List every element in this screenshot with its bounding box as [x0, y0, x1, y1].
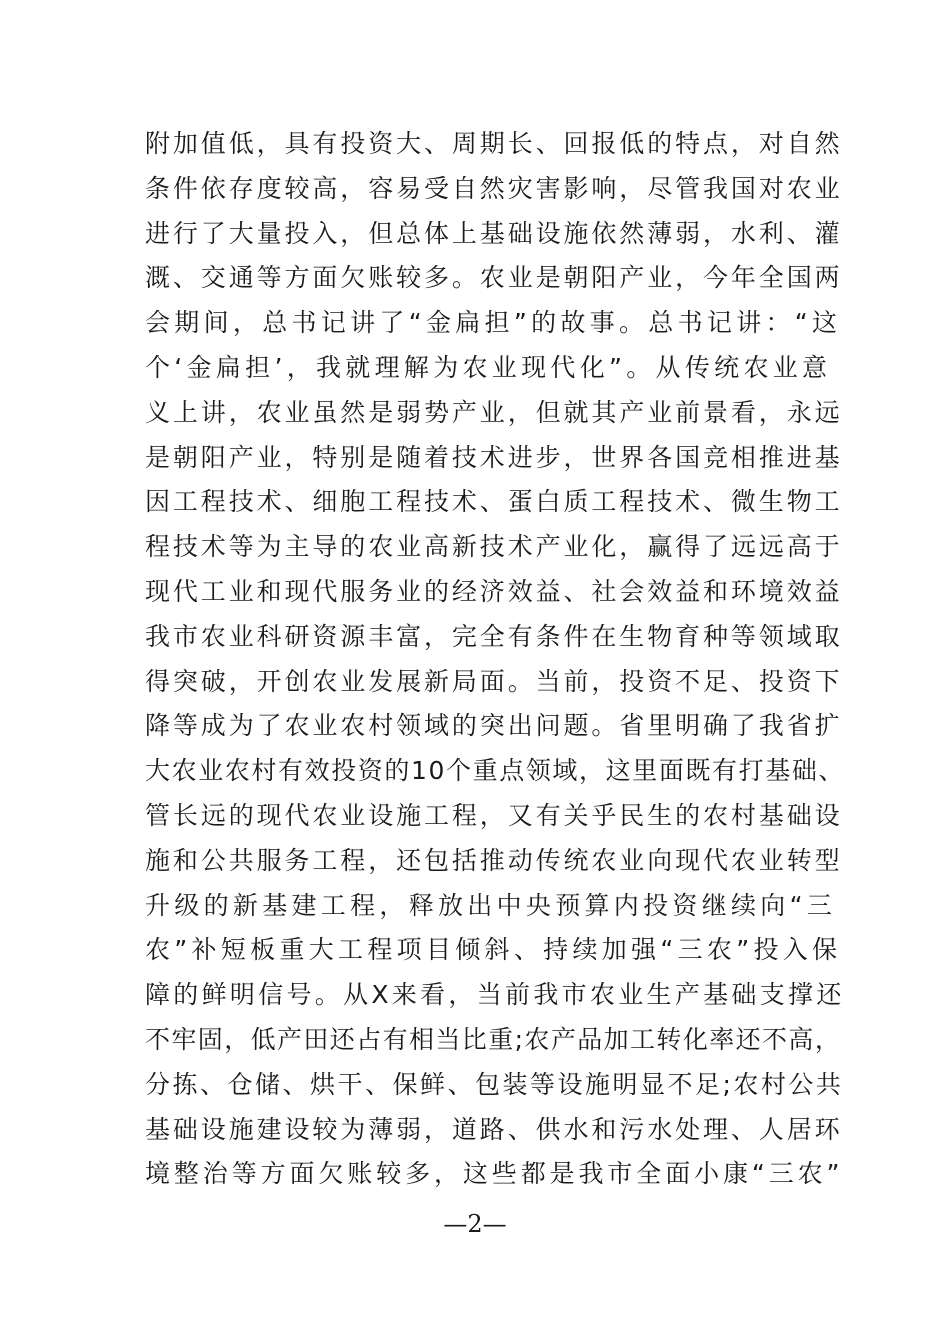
- text-line: 进行了大量投入，但总体上基础设施依然薄弱，水利、灌: [145, 218, 843, 248]
- text-line: 不牢固，低产田还占有相当比重;农产品加工转化率还不高，: [145, 1024, 842, 1054]
- text-line: 障的鲜明信号。从X来看，当前我市农业生产基础支撑还: [145, 980, 845, 1010]
- text-line: 我市农业科研资源丰富，完全有条件在生物育种等领域取: [145, 621, 843, 651]
- text-line: 溉、交通等方面欠账较多。农业是朝阳产业，今年全国两: [145, 263, 843, 293]
- text-line: 管长远的现代农业设施工程，又有关乎民生的农村基础设: [145, 800, 843, 830]
- text-line: 升级的新基建工程，释放出中央预算内投资继续向“三: [145, 890, 837, 920]
- text-line: 施和公共服务工程，还包括推动传统农业向现代农业转型: [145, 845, 843, 875]
- body-text: [145, 122, 845, 1197]
- text-line: 境整治等方面欠账较多，这些都是我市全面小康“三农”: [145, 1159, 844, 1189]
- text-line: 降等成为了农业农村领域的突出问题。省里明确了我省扩: [145, 711, 843, 741]
- text-line: 基础设施建设较为薄弱，道路、供水和污水处理、人居环: [145, 1114, 843, 1144]
- text-line: 农”补短板重大工程项目倾斜、持续加强“三农”投入保: [145, 935, 842, 965]
- text-line: 得突破，开创农业发展新局面。当前，投资不足、投资下: [145, 666, 843, 696]
- text-line: 会期间，总书记讲了“金扁担”的故事。总书记讲：“这: [145, 308, 842, 338]
- text-line: 是朝阳产业，特别是随着技术进步，世界各国竞相推进基: [145, 442, 843, 472]
- text-line: 程技术等为主导的农业高新技术产业化，赢得了远远高于: [145, 532, 843, 562]
- text-line: 个‘金扁担’，我就理解为农业现代化”。从传统农业意: [145, 352, 832, 382]
- text-line: 现代工业和现代服务业的经济效益、社会效益和环境效益: [145, 576, 843, 606]
- page-number: —2—: [443, 1210, 507, 1238]
- text-line: 因工程技术、细胞工程技术、蛋白质工程技术、微生物工: [145, 487, 843, 517]
- text-line: 分拣、仓储、烘干、保鲜、包装等设施明显不足;农村公共: [145, 1069, 844, 1099]
- text-line: 大农业农村有效投资的10个重点领域，这里面既有打基础、: [145, 756, 846, 786]
- text-line: 义上讲，农业虽然是弱势产业，但就其产业前景看，永远: [145, 397, 843, 427]
- text-line: 附加值低，具有投资大、周期长、回报低的特点，对自然: [145, 129, 843, 158]
- text-line: 条件依存度较高，容易受自然灾害影响，尽管我国对农业: [145, 173, 843, 203]
